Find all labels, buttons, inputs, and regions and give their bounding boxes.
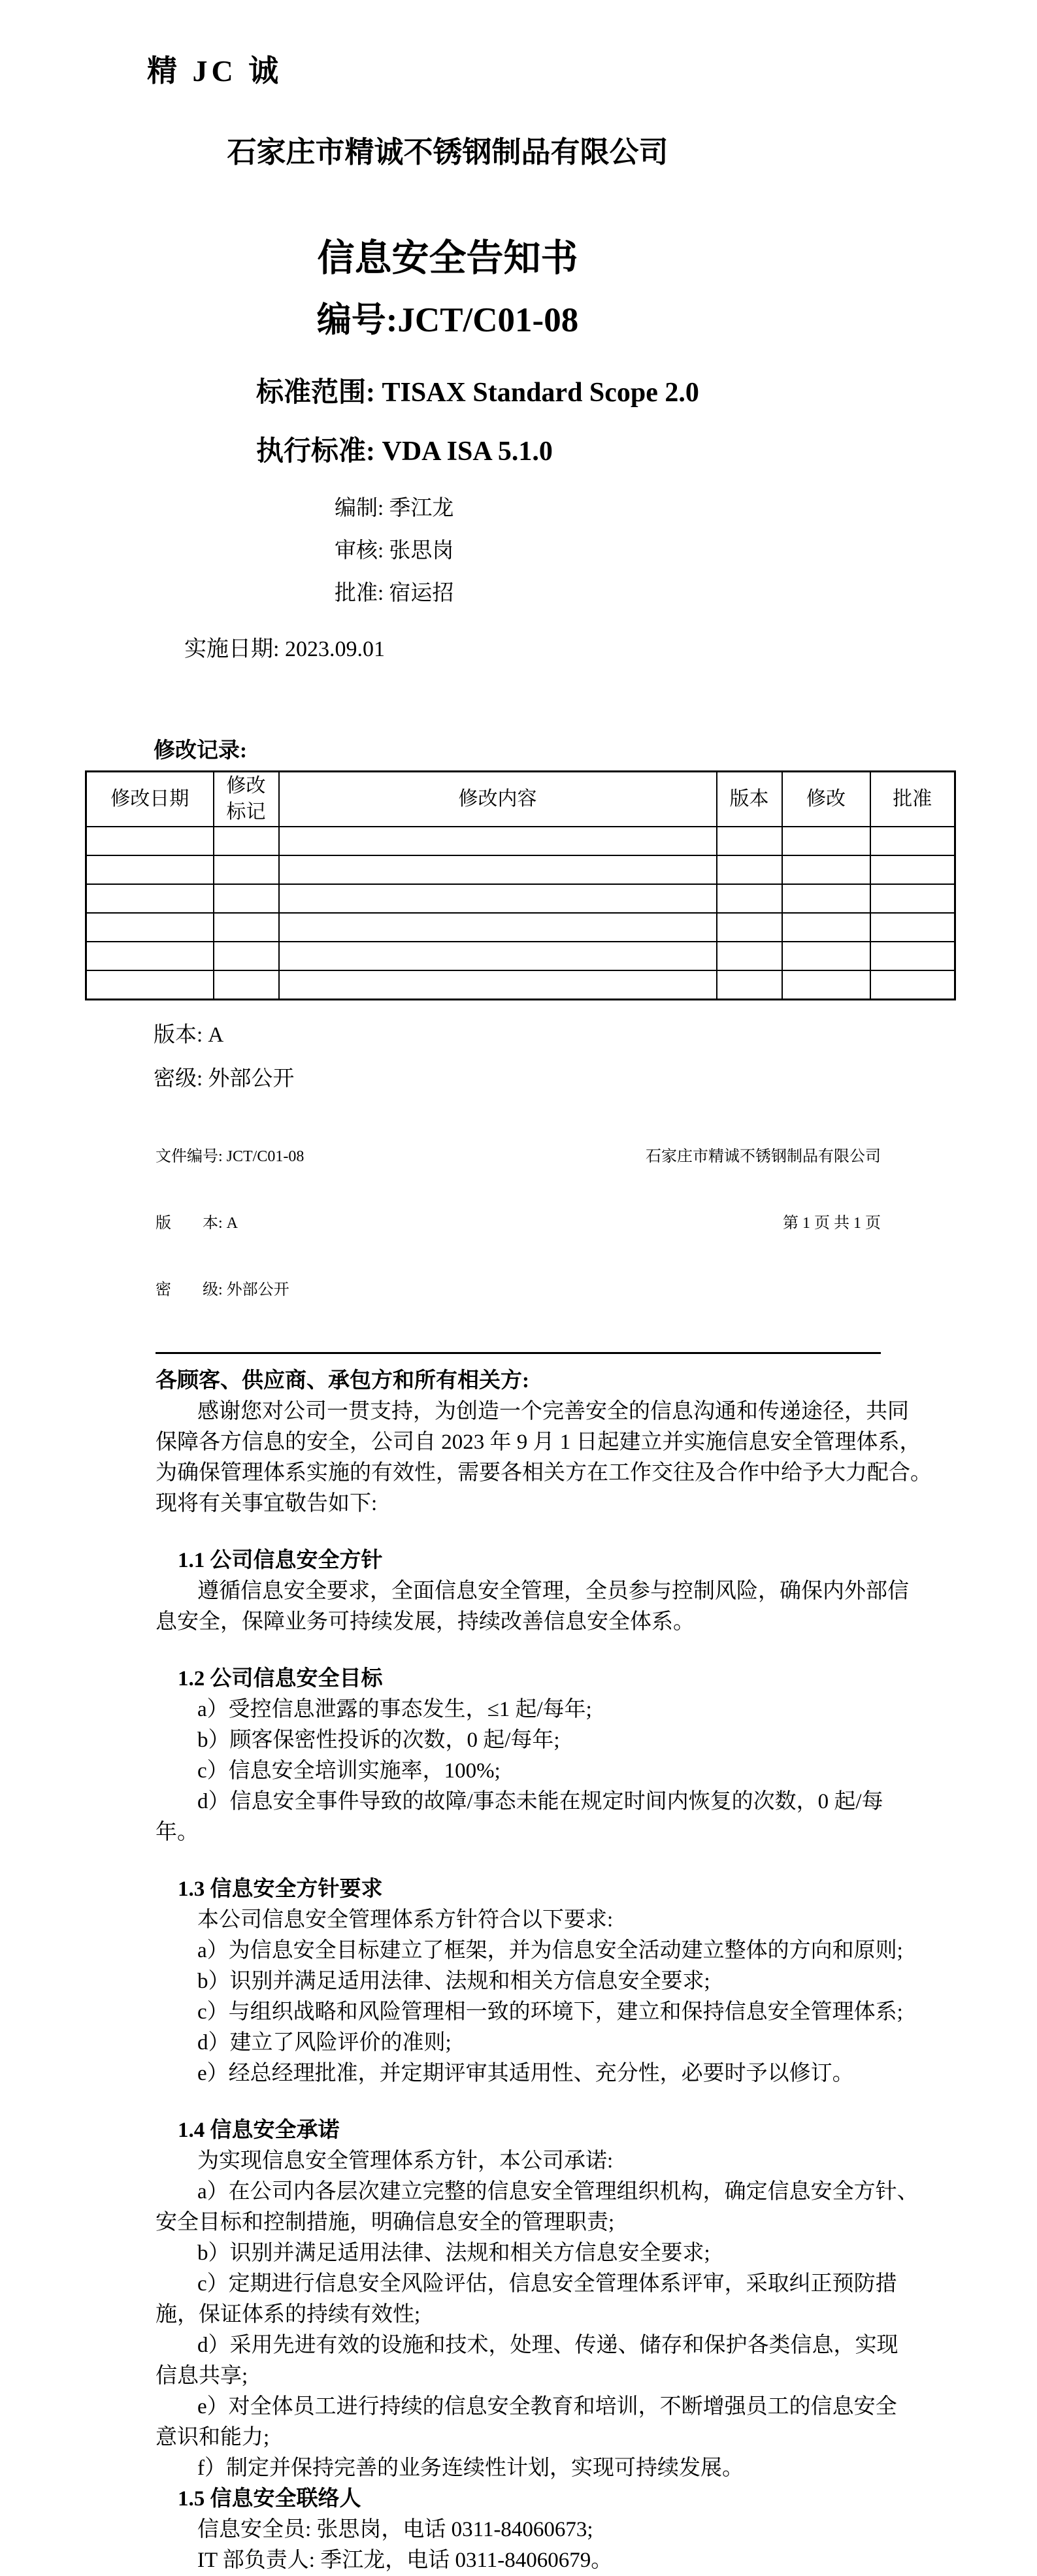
revision-empty-cell: [782, 942, 870, 970]
revision-empty-row: [86, 970, 955, 1000]
revision-empty-cell: [717, 913, 782, 942]
body-line: 各顾客、供应商、承包方和所有相关方:: [156, 1369, 529, 1393]
revision-table: [85, 770, 956, 1000]
standard-scope: 标准范围: TISAX Standard Scope 2.0: [256, 378, 699, 408]
revision-empty-cell: [214, 970, 279, 1000]
body-line: 1.3 信息安全方针要求: [178, 1877, 383, 1901]
revision-empty-cell: [279, 942, 717, 970]
revision-empty-cell: [870, 970, 955, 1000]
body-line: a）受控信息泄露的事态发生，≤1 起/每年;: [197, 1698, 592, 1721]
body-line: 1.5 信息安全联络人: [178, 2487, 361, 2511]
executive-standard: 执行标准: VDA ISA 5.1.0: [256, 437, 553, 467]
revision-body: [86, 827, 955, 1000]
body-line: d）采用先进有效的设施和技术，处理、传递、储存和保护各类信息，实现: [197, 2334, 898, 2357]
revision-empty-cell: [717, 855, 782, 884]
revision-empty-cell: [279, 884, 717, 913]
body-line: 感谢您对公司一贯支持，为创造一个完善安全的信息沟通和传递途径，共同: [197, 1400, 909, 1423]
body-line: f）制定并保持完善的业务连续性计划，实现可持续发展。: [197, 2456, 744, 2480]
body-line: 安全目标和控制措施，明确信息安全的管理职责;: [156, 2211, 615, 2234]
version-line: 版本: A: [154, 1023, 224, 1047]
revision-empty-cell: [86, 942, 214, 970]
body-line: 1.4 信息安全承诺: [178, 2119, 340, 2142]
body-line: 意识和能力;: [156, 2426, 270, 2449]
header-right: [646, 1101, 881, 1346]
revision-empty-cell: [717, 827, 782, 855]
company-name: 石家庄市精诚不锈钢制品有限公司: [227, 136, 668, 169]
body-line: 遵循信息安全要求，全面信息安全管理，全员参与控制风险，确保内外部信: [197, 1579, 909, 1603]
revision-empty-cell: [782, 884, 870, 913]
prepared-by: 编制: 季江龙: [335, 497, 454, 520]
revision-empty-cell: [86, 913, 214, 942]
revision-empty-cell: [86, 827, 214, 855]
revision-empty-row: [86, 942, 955, 970]
revision-empty-cell: [214, 942, 279, 970]
revision-empty-cell: [717, 970, 782, 1000]
revision-empty-cell: [86, 970, 214, 1000]
header-secrecy: 密 级: 外部公开: [156, 1281, 289, 1298]
revision-empty-cell: [86, 884, 214, 913]
revision-empty-cell: [870, 884, 955, 913]
header-left: [156, 1101, 304, 1346]
revision-empty-cell: [214, 884, 279, 913]
revision-empty-cell: [870, 913, 955, 942]
revision-empty-cell: [214, 827, 279, 855]
revision-empty-cell: [279, 855, 717, 884]
body-line: 保障各方信息的安全，公司自 2023 年 9 月 1 日起建立并实施信息安全管理体系，: [156, 1430, 921, 1454]
revision-empty-cell: [214, 913, 279, 942]
revision-col-header: 修改内容: [279, 772, 717, 827]
body-line: e）对全体员工进行持续的信息安全教育和培训，不断增强员工的信息安全: [197, 2395, 897, 2419]
document-header-band: [156, 1101, 881, 1354]
revision-col-header: 批准: [870, 772, 955, 827]
company-logo: 精 JC 诚: [147, 54, 283, 88]
revision-empty-cell: [870, 855, 955, 884]
body-line: 施，保证体系的持续有效性;: [156, 2303, 421, 2326]
body-line: d）信息安全事件导致的故障/事态未能在规定时间内恢复的次数，0 起/每: [197, 1790, 883, 1813]
header-company-name: 石家庄市精诚不锈钢制品有限公司: [646, 1148, 881, 1165]
revision-col-header: 修改日期: [86, 772, 214, 827]
revision-empty-cell: [782, 913, 870, 942]
secrecy-line: 密级: 外部公开: [154, 1067, 295, 1091]
revision-empty-row: [86, 913, 955, 942]
revision-record-label: 修改记录:: [154, 739, 247, 763]
body-line: b）识别并满足适用法律、法规和相关方信息安全要求;: [197, 2241, 710, 2265]
implementation-date: 实施日期: 2023.09.01: [184, 637, 385, 661]
title-block: [0, 128, 895, 342]
page-title: 信息安全告知书: [317, 238, 578, 279]
revision-col-header: 修改标记: [214, 772, 279, 827]
header-file-number: 文件编号: JCT/C01-08: [156, 1148, 305, 1165]
header-page-info: 第 1 页 共 1 页: [783, 1215, 881, 1232]
revision-empty-cell: [279, 827, 717, 855]
body-line: 为确保管理体系实施的有效性，需要各相关方在工作交往及合作中给予大力配合。: [156, 1461, 932, 1485]
body-line: 信息共享;: [156, 2364, 248, 2388]
body-line: 1.1 公司信息安全方针: [178, 1549, 383, 1572]
body-line: b）识别并满足适用法律、法规和相关方信息安全要求;: [197, 1970, 710, 1993]
body-line: 为实现信息安全管理体系方针，本公司承诺:: [197, 2149, 614, 2173]
revision-empty-cell: [782, 827, 870, 855]
body-line: 现将有关事宜敬告如下:: [156, 1492, 378, 1515]
body-line: e）经总经理批准，并定期评审其适用性、充分性，必要时予以修订。: [197, 2062, 854, 2085]
body-line: c）与组织战略和风险管理相一致的环境下，建立和保持信息安全管理体系;: [197, 2000, 903, 2024]
revision-empty-cell: [717, 884, 782, 913]
header-version: 版 本: A: [156, 1215, 238, 1232]
revision-col-header: 修改: [782, 772, 870, 827]
revision-empty-row: [86, 855, 955, 884]
revision-empty-cell: [870, 827, 955, 855]
reviewed-by: 审核: 张思岗: [335, 539, 454, 563]
revision-empty-cell: [214, 855, 279, 884]
body-line: IT 部负责人: 季江龙，电话 0311-84060679。: [197, 2549, 613, 2572]
body-line: c）定期进行信息安全风险评估，信息安全管理体系评审，采取纠正预防措: [197, 2272, 897, 2296]
revision-empty-row: [86, 827, 955, 855]
body-line: a）为信息安全目标建立了框架，并为信息安全活动建立整体的方向和原则;: [197, 1939, 903, 1962]
body-line: 1.2 公司信息安全目标: [178, 1667, 383, 1691]
signoff-block: [335, 497, 1037, 604]
body-line: b）顾客保密性投诉的次数，0 起/每年;: [197, 1728, 560, 1752]
body-line: 年。: [156, 1821, 199, 1844]
revision-empty-row: [86, 884, 955, 913]
document-number: 编号:JCT/C01-08: [316, 301, 579, 339]
revision-empty-cell: [870, 942, 955, 970]
approved-by: 批准: 宿运招: [335, 582, 454, 605]
revision-header-row: [86, 772, 955, 827]
revision-empty-cell: [86, 855, 214, 884]
body-line: d）建立了风险评价的准则;: [197, 2031, 452, 2055]
body-line: c）信息安全培训实施率，100%;: [197, 1759, 501, 1783]
revision-empty-cell: [279, 970, 717, 1000]
revision-empty-cell: [279, 913, 717, 942]
revision-empty-cell: [782, 855, 870, 884]
body-line: a）在公司内各层次建立完整的信息安全管理组织机构，确定信息安全方针、: [197, 2180, 919, 2204]
body-line: 信息安全员: 张思岗，电话 0311-84060673;: [197, 2518, 593, 2541]
body-line: 息安全，保障业务可持续发展，持续改善信息安全体系。: [156, 1610, 695, 1634]
body-line: 本公司信息安全管理体系方针符合以下要求:: [197, 1908, 614, 1932]
revision-col-header: 版本: [717, 772, 782, 827]
revision-empty-cell: [717, 942, 782, 970]
body-lines: [156, 1366, 1037, 2576]
revision-empty-cell: [782, 970, 870, 1000]
